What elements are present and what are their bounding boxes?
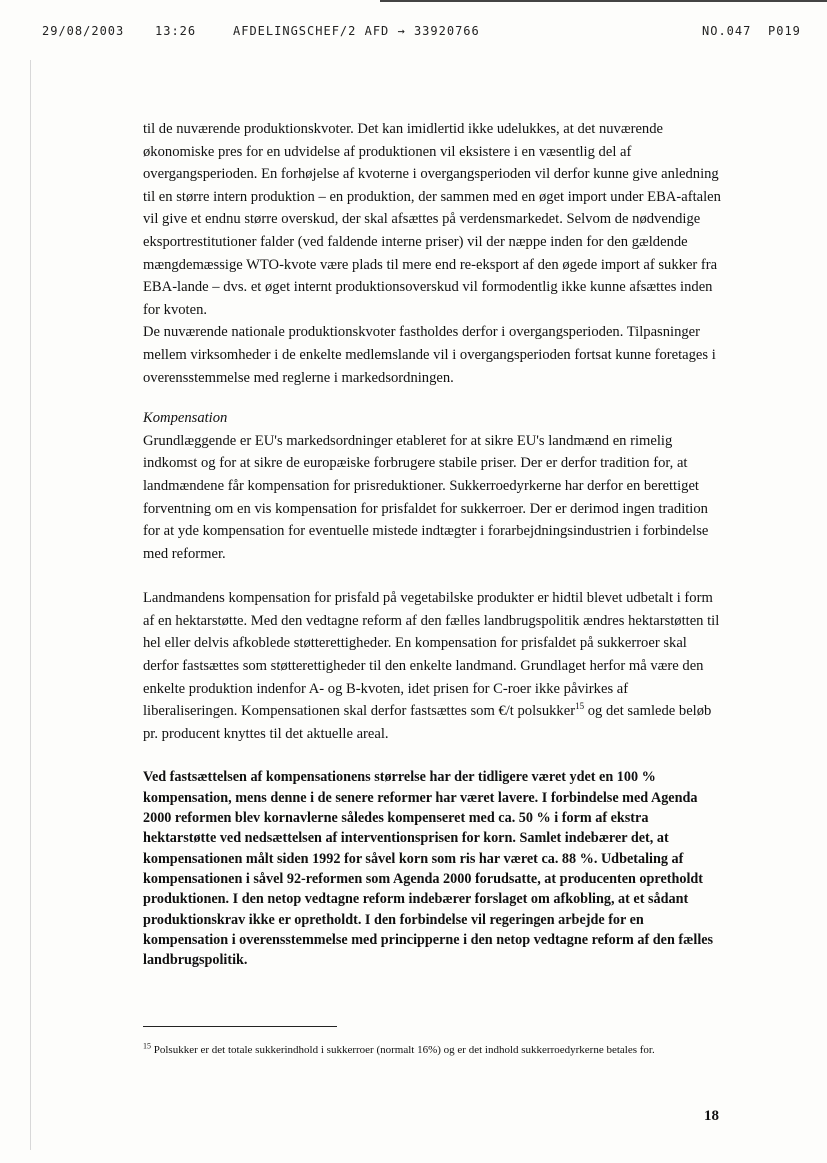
footnote-reference: 15 [575,701,585,712]
fax-top-rule [380,0,827,2]
fax-sender: AFDELINGSCHEF/2 AFD → 33920766 [233,24,480,38]
paragraph-5: Ved fastsættelsen af kompensationens størrelse har der tidligere været ydet en 100 % kompensation, mens denne i de senere reformer har været lavere. I forbindelse med Agenda 2000 reformen blev kornavlerne således kompenseret med ca. 50 % i form af ekstra hektarstøtte ved nedsættelsen af interventionsprisen for korn. Samlet indebærer det, at kompensationen målt siden 1992 for såvel korn som ris har været ca. 88 %. Udbetaling af kompensationen i såvel 92-reformen som Agenda 2000 forudsatte, at producenten opretholdt produktionen. I den netop vedtagne reform indebærer forslaget om afkobling, at et sådant produktionskrav ikke er opretholdt. I den forbindelse vil regeringen arbejde for en kompensation i overensstemmelse med principperne i den netop vedtagne reform af den fælles landbrugspolitik. [143,769,714,969]
scan-left-edge [30,60,31,1150]
page-number: 18 [704,1108,719,1124]
fax-number: NO.047 [702,24,752,38]
paragraph-2: De nuværende nationale produktionskvoter fastholdes derfor i overgangsperioden. Tilpasninger mellem virksomheder i de enkelte medlemslande vil i overgangsperioden fortsat kunne foretages i overensstemmelse med reglerne i markedsordningen. [143,324,716,386]
fax-date: 29/08/2003 [42,24,125,38]
paragraph-4-text-a: Landmandens kompensation for prisfald på vegetabilske produkter er hidtil blevet udbetalt i form af en hektarstøtte. Med den vedtagne reform af den fælles landbrugspolitik ændres hektarstøtten til hel eller delvis afkoblede støtterettigheder. En kompensation for prisfaldet på sukkerroer skal derfor fastsættes som støtterettigheder til den enkelte landmand. Grundlaget herfor må være den enkelte produktion indenfor A- og B-kvoten, idet prisen for C-roer ikke påvirkes af liberaliseringen. Kompensationen skal derfor fastsættes som €/t polsukker [143,590,720,720]
paragraph-3: Grundlæggende er EU's markedsordninger etableret for at sikre EU's landmænd en rimelig indkomst og for at sikre de europæiske forbrugere stabile priser. Der er derfor tradition for, at landmændene får kompensation for prisreduktioner. Sukkerroedyrkerne har derfor en berettiget forventning om en vis kompensation for prisfaldet for sukkerroer. Der er derimod ingen tradition for at yde kompensation for eventuelle mistede indtægter i forarbejdningsindustrien i forbindelse med reformer. [143,432,709,562]
document-body [143,118,725,970]
footnote-text: Polsukker er det totale sukkerindhold i sukkerroer (normalt 16%) og er det indhold sukkerroedyrkerne betales for. [151,1044,655,1056]
fax-page: P019 [768,24,801,38]
fax-time: 13:26 [155,24,197,38]
fax-header [0,24,827,44]
footnote-number: 15 [143,1041,151,1051]
paragraph-4 [143,587,725,745]
footnote-divider [143,1026,337,1027]
footnote [143,1042,733,1059]
section-heading: Kompensation [143,410,228,427]
paragraph-1: til de nuværende produktionskvoter. Det kan imidlertid ikke udelukkes, at det nuværende økonomiske pres for en udvidelse af produktionen vil eksistere i en væsentlig del af overgangsperioden. En forhøjelse af kvoterne i overgangsperioden vil derfor kunne give anledning til en større intern produktion – en produktion, der sammen med en øget import under EBA-aftalen vil give et endnu større overskud, der skal afsættes på verdensmarkedet. Selvom de nødvendige eksportrestitutioner falder (ved faldende interne priser) vil der næppe inden for den gældende mængdemæssige WTO-kvote være plads til mere end re-eksport af den øgede import af sukker fra EBA-lande – dvs. et øget internt produktionsoverskud vil formodentlig ikke kunne afsættes inden for kvoten. [143,121,721,318]
paragraph-4-text-b: og det samlede beløb pr. producent knyttes til det aktuelle areal. [143,703,712,742]
